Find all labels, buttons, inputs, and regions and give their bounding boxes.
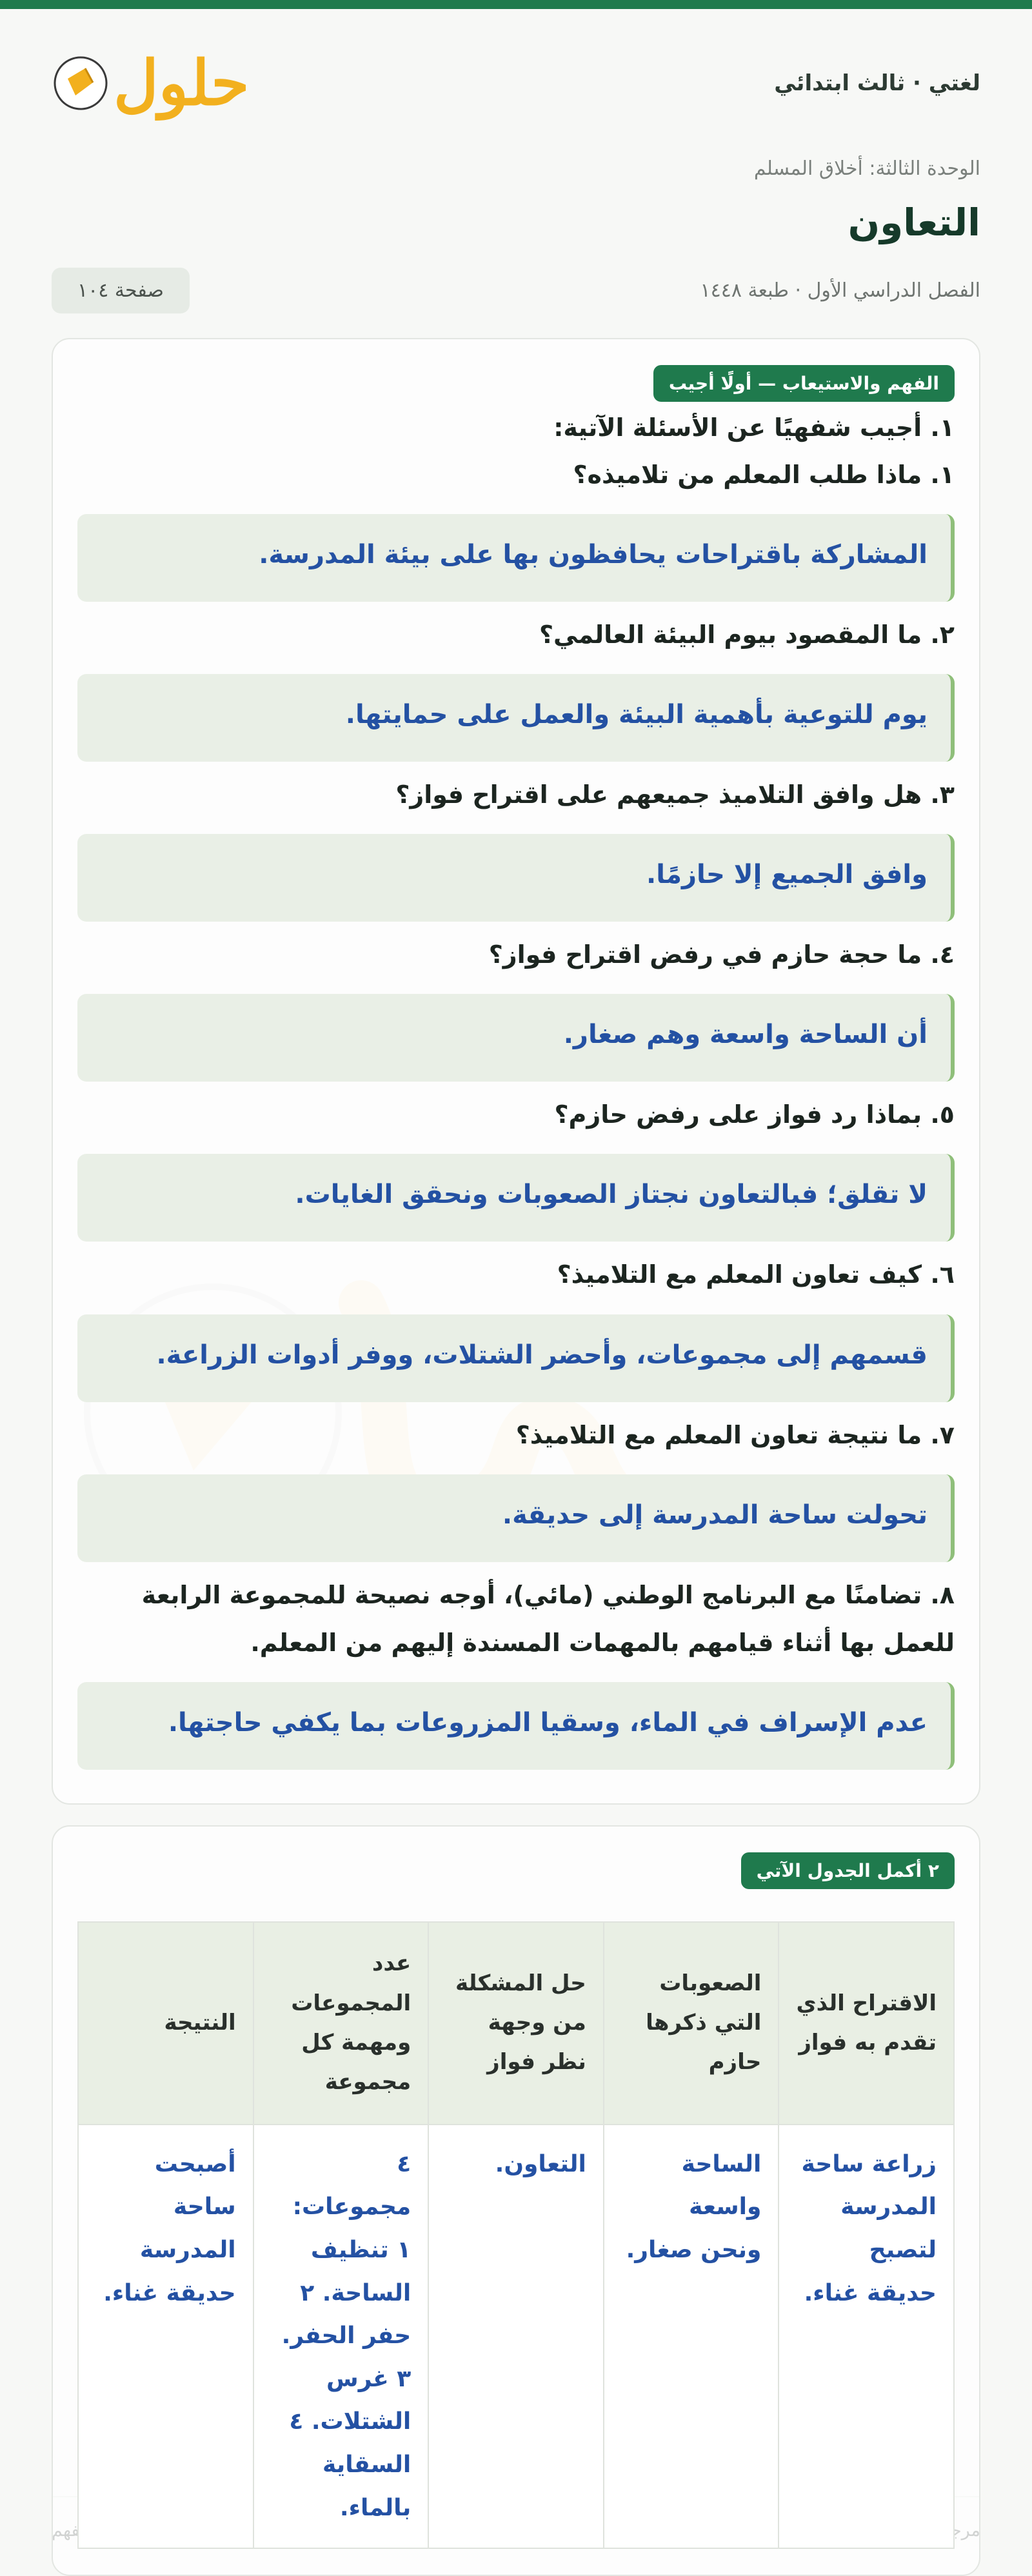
section-tag-table: ٢ أكمل الجدول الآتي <box>741 1852 955 1889</box>
question-2: ٢. ما المقصود بيوم البيئة العالمي؟ <box>539 620 955 649</box>
question-4: ٤. ما حجة حازم في رفض اقتراح فواز؟ <box>488 940 955 969</box>
unit-label: الوحدة الثالثة: أخلاق المسلم <box>753 157 980 180</box>
answer-1: المشاركة باقتراحات يحافظون بها على بيئة المدرسة. <box>77 514 955 602</box>
top-accent-bar <box>0 0 1032 9</box>
question-8: ٨. تضامنًا مع البرنامج الوطني (مائي)، أوجه نصيحة للمجموعة الرابعة للعمل بها أثناء قيامهم بالمهمات المسندة إليهم من المعلم. <box>141 1580 955 1657</box>
logo-text: حلول <box>114 46 250 119</box>
answer-7: تحولت ساحة المدرسة إلى حديقة. <box>77 1474 955 1562</box>
table-cell: زراعة ساحة المدرسة لتصبح حديقة غناء. <box>779 2125 954 2548</box>
table-header-cell: الاقتراح الذي تقدم به فواز <box>779 1922 954 2125</box>
answer-8: عدم الإسراف في الماء، وسقيا المزروعات بما يكفي حاجتها. <box>77 1682 955 1770</box>
answer-2: يوم للتوعية بأهمية البيئة والعمل على حمايتها. <box>77 674 955 762</box>
page-title: التعاون <box>848 201 980 244</box>
table-cell: الساحة واسعة ونحن صغار. <box>604 2125 779 2548</box>
comprehension-card <box>52 338 980 1805</box>
answer-6: قسمهم إلى مجموعات، وأحضر الشتلات، ووفر أدوات الزراعة. <box>77 1314 955 1402</box>
question-6: ٦. كيف تعاون المعلم مع التلاميذ؟ <box>557 1260 955 1289</box>
semester-edition: الفصل الدراسي الأول · طبعة ١٤٤٨ <box>700 279 980 302</box>
question-7: ٧. ما نتيجة تعاون المعلم مع التلاميذ؟ <box>515 1420 955 1449</box>
table-row <box>78 2125 954 2548</box>
question-3: ٣. هل وافق التلاميذ جميعهم على اقتراح فواز؟ <box>395 780 955 809</box>
table-header-cell: عدد المجموعات ومهمة كل مجموعة <box>253 1922 429 2125</box>
page-number-badge: صفحة ١٠٤ <box>52 268 190 313</box>
table-header-row <box>78 1922 954 2125</box>
page-header <box>52 9 980 151</box>
table-card <box>52 1825 980 2576</box>
meta-row <box>52 268 980 313</box>
question-1: ١. ماذا طلب المعلم من تلاميذه؟ <box>573 461 955 489</box>
answer-4: أن الساحة واسعة وهم صغار. <box>77 994 955 1082</box>
logo-book-icon <box>52 54 110 112</box>
table-cell: أصبحت ساحة المدرسة حديقة غناء. <box>78 2125 253 2548</box>
table-header-cell: الصعوبات التي ذكرها حازم <box>604 1922 779 2125</box>
table-header-cell: حل المشكلة من وجهة نظر فواز <box>428 1922 604 2125</box>
grade-label: لغتي · ثالث ابتدائي <box>774 70 980 96</box>
answer-3: وافق الجميع إلا حازمًا. <box>77 834 955 922</box>
story-table <box>77 1921 955 2549</box>
table-cell: ٤ مجموعات: ١ تنظيف الساحة. ٢ حفر الحفر. ٣ غرس الشتلات. ٤ السقاية بالماء. <box>253 2125 429 2548</box>
question-5: ٥. بماذا رد فواز على رفض حازم؟ <box>554 1100 955 1129</box>
answer-5: لا تقلق؛ فبالتعاون نجتاز الصعوبات ونحقق الغايات. <box>77 1154 955 1242</box>
table-cell: التعاون. <box>428 2125 604 2548</box>
table-header-cell: النتيجة <box>78 1922 253 2125</box>
section-tag: الفهم والاستيعاب — أولًا أجيب <box>653 365 955 402</box>
site-logo[interactable] <box>52 46 250 119</box>
questions-intro: ١. أجيب شفهيًا عن الأسئلة الآتية: <box>553 413 955 442</box>
